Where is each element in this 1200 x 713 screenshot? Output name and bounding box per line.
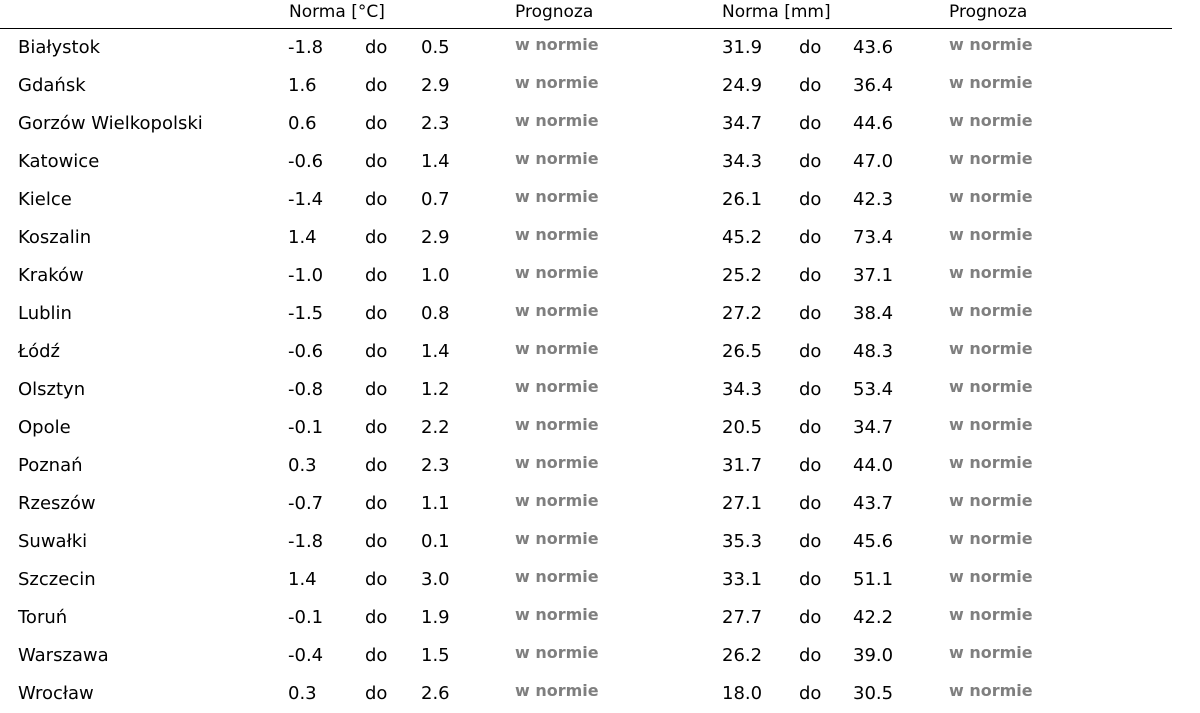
table-row	[0, 181, 1200, 219]
temperature-norm-min: -1.5	[288, 303, 324, 324]
temperature-norm-min: 0.3	[288, 683, 317, 704]
table-row	[0, 599, 1200, 637]
temperature-range-separator: do	[365, 189, 388, 210]
city-name: Łódź	[18, 341, 61, 362]
table-row	[0, 29, 1200, 67]
precipitation-norm-max: 51.1	[853, 569, 894, 590]
temperature-norm-max: 1.4	[421, 341, 450, 362]
temperature-forecast: w normie	[515, 225, 599, 244]
table-row	[0, 257, 1200, 295]
precipitation-range-separator: do	[799, 151, 822, 172]
precipitation-norm-min: 26.2	[722, 645, 763, 666]
table-row	[0, 371, 1200, 409]
precipitation-range-separator: do	[799, 303, 822, 324]
temperature-forecast: w normie	[515, 35, 599, 54]
temperature-norm-min: -0.6	[288, 151, 324, 172]
header-temperature-forecast: Prognoza	[515, 2, 594, 22]
temperature-range-separator: do	[365, 341, 388, 362]
temperature-range-separator: do	[365, 151, 388, 172]
temperature-forecast: w normie	[515, 529, 599, 548]
table-row	[0, 523, 1200, 561]
temperature-norm-max: 2.3	[421, 113, 450, 134]
precipitation-forecast: w normie	[949, 681, 1033, 700]
precipitation-forecast: w normie	[949, 491, 1033, 510]
temperature-norm-min: 1.4	[288, 569, 317, 590]
precipitation-norm-max: 42.2	[853, 607, 894, 628]
table-body	[0, 29, 1200, 713]
precipitation-norm-max: 44.6	[853, 113, 894, 134]
temperature-forecast: w normie	[515, 111, 599, 130]
precipitation-norm-min: 26.5	[722, 341, 763, 362]
temperature-norm-max: 2.2	[421, 417, 450, 438]
precipitation-norm-min: 33.1	[722, 569, 763, 590]
precipitation-forecast: w normie	[949, 643, 1033, 662]
table-row	[0, 143, 1200, 181]
temperature-forecast: w normie	[515, 301, 599, 320]
table-row	[0, 485, 1200, 523]
temperature-norm-min: -0.4	[288, 645, 324, 666]
precipitation-norm-max: 47.0	[853, 151, 894, 172]
precipitation-range-separator: do	[799, 75, 822, 96]
precipitation-norm-min: 34.3	[722, 151, 763, 172]
temperature-norm-max: 2.9	[421, 227, 450, 248]
city-name: Olsztyn	[18, 379, 86, 400]
temperature-norm-max: 1.0	[421, 265, 450, 286]
table-row	[0, 67, 1200, 105]
city-name: Warszawa	[18, 645, 109, 666]
precipitation-norm-max: 43.6	[853, 37, 894, 58]
temperature-norm-max: 1.5	[421, 645, 450, 666]
temperature-norm-max: 0.1	[421, 531, 450, 552]
precipitation-range-separator: do	[799, 341, 822, 362]
temperature-norm-max: 1.1	[421, 493, 450, 514]
precipitation-norm-max: 48.3	[853, 341, 894, 362]
temperature-range-separator: do	[365, 379, 388, 400]
temperature-norm-min: -0.6	[288, 341, 324, 362]
precipitation-forecast: w normie	[949, 605, 1033, 624]
temperature-norm-min: -1.8	[288, 37, 324, 58]
temperature-range-separator: do	[365, 303, 388, 324]
temperature-range-separator: do	[365, 493, 388, 514]
precipitation-range-separator: do	[799, 607, 822, 628]
temperature-norm-min: 1.6	[288, 75, 317, 96]
city-name: Szczecin	[18, 569, 96, 590]
precipitation-forecast: w normie	[949, 567, 1033, 586]
temperature-range-separator: do	[365, 265, 388, 286]
temperature-norm-max: 2.3	[421, 455, 450, 476]
precipitation-norm-min: 34.7	[722, 113, 763, 134]
temperature-range-separator: do	[365, 75, 388, 96]
temperature-range-separator: do	[365, 113, 388, 134]
city-name: Katowice	[18, 151, 100, 172]
precipitation-norm-min: 26.1	[722, 189, 763, 210]
precipitation-norm-max: 30.5	[853, 683, 894, 704]
temperature-forecast: w normie	[515, 453, 599, 472]
table-row	[0, 637, 1200, 675]
table-row	[0, 561, 1200, 599]
precipitation-norm-min: 31.9	[722, 37, 763, 58]
temperature-range-separator: do	[365, 455, 388, 476]
temperature-norm-min: -1.4	[288, 189, 324, 210]
precipitation-forecast: w normie	[949, 187, 1033, 206]
city-name: Kielce	[18, 189, 72, 210]
temperature-forecast: w normie	[515, 339, 599, 358]
city-name: Koszalin	[18, 227, 92, 248]
precipitation-forecast: w normie	[949, 149, 1033, 168]
table-row	[0, 333, 1200, 371]
temperature-norm-min: -0.8	[288, 379, 324, 400]
precipitation-norm-max: 45.6	[853, 531, 894, 552]
city-name: Poznań	[18, 455, 83, 476]
temperature-forecast: w normie	[515, 605, 599, 624]
temperature-norm-max: 3.0	[421, 569, 450, 590]
temperature-norm-max: 2.6	[421, 683, 450, 704]
precipitation-range-separator: do	[799, 493, 822, 514]
temperature-forecast: w normie	[515, 567, 599, 586]
temperature-norm-max: 1.2	[421, 379, 450, 400]
precipitation-forecast: w normie	[949, 225, 1033, 244]
temperature-norm-min: -1.8	[288, 531, 324, 552]
table-row	[0, 675, 1200, 713]
table-row	[0, 409, 1200, 447]
temperature-range-separator: do	[365, 417, 388, 438]
precipitation-range-separator: do	[799, 417, 822, 438]
precipitation-norm-max: 44.0	[853, 455, 894, 476]
precipitation-norm-max: 73.4	[853, 227, 894, 248]
precipitation-norm-min: 20.5	[722, 417, 763, 438]
precipitation-norm-max: 43.7	[853, 493, 894, 514]
temperature-norm-min: 0.3	[288, 455, 317, 476]
precipitation-forecast: w normie	[949, 111, 1033, 130]
precipitation-range-separator: do	[799, 37, 822, 58]
temperature-forecast: w normie	[515, 491, 599, 510]
precipitation-norm-max: 36.4	[853, 75, 894, 96]
precipitation-norm-min: 31.7	[722, 455, 763, 476]
header-precipitation-forecast: Prognoza	[949, 2, 1028, 22]
city-name: Wrocław	[18, 683, 94, 704]
temperature-norm-min: -0.1	[288, 607, 324, 628]
precipitation-range-separator: do	[799, 227, 822, 248]
temperature-norm-max: 1.9	[421, 607, 450, 628]
precipitation-forecast: w normie	[949, 377, 1033, 396]
table-row	[0, 295, 1200, 333]
precipitation-norm-min: 27.2	[722, 303, 763, 324]
precipitation-norm-max: 39.0	[853, 645, 894, 666]
temperature-forecast: w normie	[515, 643, 599, 662]
precipitation-norm-min: 27.1	[722, 493, 763, 514]
temperature-norm-max: 1.4	[421, 151, 450, 172]
precipitation-range-separator: do	[799, 113, 822, 134]
city-name: Opole	[18, 417, 71, 438]
temperature-norm-min: 0.6	[288, 113, 317, 134]
precipitation-norm-min: 18.0	[722, 683, 763, 704]
precipitation-forecast: w normie	[949, 529, 1033, 548]
precipitation-range-separator: do	[799, 531, 822, 552]
precipitation-range-separator: do	[799, 189, 822, 210]
precipitation-forecast: w normie	[949, 263, 1033, 282]
table-row	[0, 219, 1200, 257]
city-name: Gorzów Wielkopolski	[18, 113, 203, 134]
temperature-forecast: w normie	[515, 415, 599, 434]
temperature-range-separator: do	[365, 227, 388, 248]
temperature-norm-max: 0.5	[421, 37, 450, 58]
precipitation-norm-min: 45.2	[722, 227, 763, 248]
temperature-forecast: w normie	[515, 681, 599, 700]
precipitation-norm-max: 34.7	[853, 417, 894, 438]
precipitation-range-separator: do	[799, 455, 822, 476]
precipitation-norm-min: 35.3	[722, 531, 763, 552]
temperature-forecast: w normie	[515, 187, 599, 206]
table-row	[0, 447, 1200, 485]
precipitation-range-separator: do	[799, 265, 822, 286]
temperature-norm-min: 1.4	[288, 227, 317, 248]
precipitation-norm-max: 38.4	[853, 303, 894, 324]
city-name: Rzeszów	[18, 493, 96, 514]
temperature-forecast: w normie	[515, 73, 599, 92]
temperature-range-separator: do	[365, 37, 388, 58]
precipitation-norm-min: 24.9	[722, 75, 763, 96]
temperature-forecast: w normie	[515, 263, 599, 282]
city-name: Toruń	[18, 607, 68, 628]
precipitation-range-separator: do	[799, 569, 822, 590]
header-precipitation-norm: Norma [mm]	[722, 2, 831, 22]
temperature-norm-min: -0.7	[288, 493, 324, 514]
precipitation-norm-min: 27.7	[722, 607, 763, 628]
temperature-range-separator: do	[365, 531, 388, 552]
header-temperature-norm: Norma [°C]	[289, 2, 385, 22]
temperature-range-separator: do	[365, 683, 388, 704]
temperature-forecast: w normie	[515, 377, 599, 396]
precipitation-forecast: w normie	[949, 415, 1033, 434]
precipitation-norm-max: 42.3	[853, 189, 894, 210]
city-name: Lublin	[18, 303, 72, 324]
temperature-norm-max: 0.8	[421, 303, 450, 324]
precipitation-forecast: w normie	[949, 35, 1033, 54]
temperature-norm-min: -1.0	[288, 265, 324, 286]
city-name: Gdańsk	[18, 75, 86, 96]
temperature-norm-max: 2.9	[421, 75, 450, 96]
precipitation-forecast: w normie	[949, 301, 1033, 320]
precipitation-range-separator: do	[799, 379, 822, 400]
precipitation-norm-max: 37.1	[853, 265, 894, 286]
city-name: Kraków	[18, 265, 84, 286]
city-name: Białystok	[18, 37, 101, 58]
city-name: Suwałki	[18, 531, 88, 552]
precipitation-forecast: w normie	[949, 453, 1033, 472]
precipitation-norm-max: 53.4	[853, 379, 894, 400]
temperature-range-separator: do	[365, 569, 388, 590]
table-header	[0, 0, 1200, 28]
precipitation-forecast: w normie	[949, 73, 1033, 92]
precipitation-norm-min: 25.2	[722, 265, 763, 286]
temperature-range-separator: do	[365, 645, 388, 666]
temperature-forecast: w normie	[515, 149, 599, 168]
temperature-norm-min: -0.1	[288, 417, 324, 438]
precipitation-range-separator: do	[799, 645, 822, 666]
temperature-range-separator: do	[365, 607, 388, 628]
precipitation-range-separator: do	[799, 683, 822, 704]
precipitation-forecast: w normie	[949, 339, 1033, 358]
table-row	[0, 105, 1200, 143]
precipitation-norm-min: 34.3	[722, 379, 763, 400]
temperature-norm-max: 0.7	[421, 189, 450, 210]
